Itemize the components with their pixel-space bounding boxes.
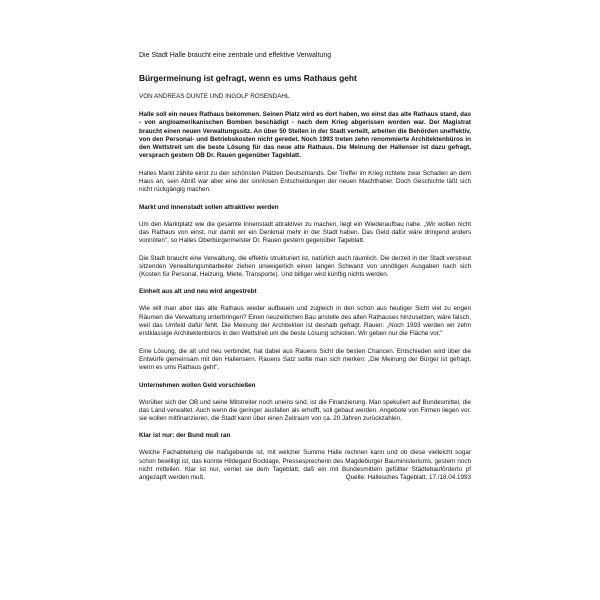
article-headline: Bürgermeinung ist gefragt, wenn es ums Rathaus geht	[139, 73, 357, 83]
paragraph-7: Welche Fachabteilung die maßgebende ist, mit welcher Summe Halle rechnen kann und ob diese vielleicht sogar schon bewilligt ist, das konnte Hildegard Bocklage, Pressesprecherin des Magdeburger Bauministeriums, gestern noch nicht mitteilen. Klar ist nur, verriet sie dem Tageblatt, daß ein mit Bundesmitteln gefüllter Städtebauförderto pf angezapft werden muß.	[139, 449, 471, 482]
article-lead: Halle soll ein neues Rathaus bekommen. Seinen Platz wird es dort haben, wo einst das alte Rathaus stand, das - von angloamerikanischen Bomben beschädigt - nach dem Krieg abgerissen worden war. Der Magistrat braucht einen neuen Verwaltungssitz. An über 50 Stellen in der Stadt verteilt, arbeiten die Behörden uneffektiv, von den Personal- und Betriebskosten nicht geredet. Noch 1993 treten zehn renommierte Architektenbüros in den Wettstreit um die beste Lösung für das neue alte Rathaus. Die Meinung der Hallenser ist dazu gefragt, versprach gestern OB Dr. Rauen gegenüber Tageblatt.	[139, 111, 471, 160]
paragraph-4: Wie will man aber das alte Rathaus wieder aufbauen und zugleich in den schon aus heutiger Sicht viel zu engen Räumen die Verwaltung unterbringen? Einen neuzeitlichen Bau anstelle des alten Rathauses hinzusetzen, wäre falsch, weil das Umfeld dafür fehlt. Die Meinung der Architekten ist deshalb gefragt. Rauen: „Noch 1993 werden wir zehn erstklassige Architektenbüros in den Wettstreit um die beste Lösung schicken. Wir geben nur die Fläche vor."	[139, 305, 471, 338]
subheading-3: Unternehmen wollen Geld vorschießen	[139, 381, 256, 389]
subheading-4: Klar ist nur: der Bund muß ran	[139, 432, 231, 440]
paragraph-3: Die Stadt braucht eine Verwaltung, die effektiv strukturiert ist, natürlich auch räumlich. Die derzeit in der Stadt verstreut sitzenden Verwaltungsmitarbeiter ziehen unweigerlich einen langen Schwanz von unnötigen Ausgaben nach sich (Kosten für Personal, Heizung, Miete, Transporte). Und billiger wird künftig nichts werden.	[139, 254, 471, 279]
source-citation: Quelle: Hallesches Tageblatt, 17./18.04.1993	[342, 474, 471, 482]
paragraph-5: Eine Lösung, die alt und neu verbindet, hat dabei aus Rauens Sicht die besten Chancen. Entschieden wird über die Entwürfe gemeinsam mit den Hallensern. Rauens Satz sollte man sich merken: „Die Meinung der Bürger ist gefragt, wenn es ums Rathaus geht".	[139, 347, 471, 372]
paragraph-2: Um den Marktplatz wie die gesamte Innenstadt attraktiver zu machen, liegt ein Wiederaufbau nahe. „Wir wollen nicht das Rathaus von einst, nur damit wir ein Denkmal mehr in der Stadt haben. Das Geld dafür wäre dringend anders vonnöten", so Halles Oberbürgermeister Dr. Rauen gestern gegenüber Tageblatt.	[139, 220, 471, 245]
closing-block	[139, 449, 471, 482]
paragraph-6: Worüber sich der OB und seine Mitstreiter noch uneins sind, ist die Finanzierung. Man spekuliert auf Bundesmittel, die das Land verwaltet. Auch wenn die geringer ausfallen als erhofft, soll gebaut werden. Angebote von Firmen liegen vor, sie wollen mitfinanzieren, die Stadt kann über einen Zeitraum von ca. 20 Jahren zurückzahlen.	[139, 398, 471, 423]
subheading-1: Markt und Innenstadt sollen attraktiver werden	[139, 203, 279, 211]
article-kicker: Die Stadt Halle braucht eine zentrale und effektive Verwaltung	[139, 52, 332, 59]
subheading-2: Einheit aus alt und neu wird angestrebt	[139, 288, 257, 296]
article-byline: VON ANDREAS DUNTE UND INGOLF ROSENDAHL	[139, 93, 290, 100]
paragraph-1: Halles Markt zählte einst zu den schönsten Plätzen Deutschlands. Der Treffer im Krieg richtete zwar Schaden an dem Haus an, sein Abriß war aber eine der sinnlosen Entscheidungen der neuen Machthaber. Doch Geschichte läßt sich nicht rückgängig machen.	[139, 169, 471, 194]
article	[139, 51, 471, 492]
